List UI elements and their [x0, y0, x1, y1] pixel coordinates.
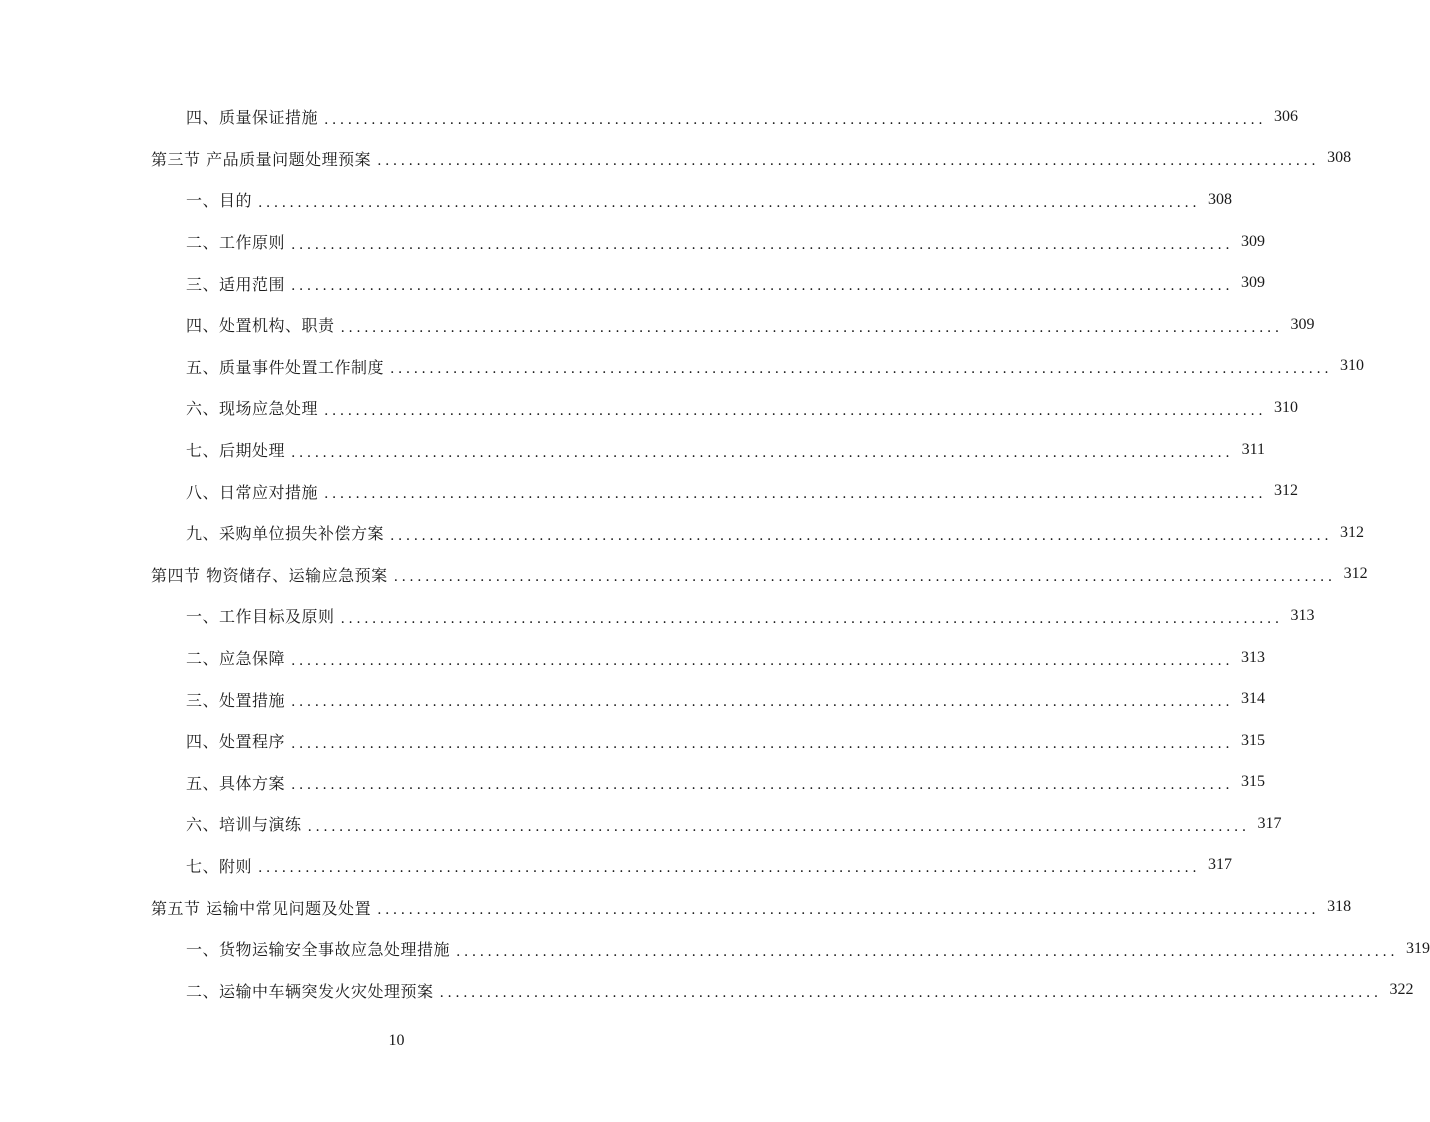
toc-entry-title: 六、现场应急处理 [186, 399, 319, 419]
toc-entry-title: 四、质量保证措施 [186, 108, 319, 128]
toc-entry [186, 688, 1266, 711]
toc-entry [186, 188, 1233, 211]
toc-entry [186, 604, 1315, 627]
toc-entry [186, 396, 1299, 419]
toc-entry-page: 317 [1208, 856, 1233, 874]
toc-entry [186, 355, 1365, 378]
toc-dot-leader: ........................................................................................................................ [291, 236, 1234, 253]
toc-entry [186, 480, 1299, 503]
toc-section-row [0, 138, 1352, 180]
toc-dot-leader: ........................................................................................................................ [258, 194, 1201, 211]
toc-entry [186, 521, 1365, 544]
toc-entry-page: 312 [1274, 482, 1299, 500]
toc-entry [186, 937, 1430, 960]
toc-entry-page: 309 [1241, 274, 1266, 292]
toc-dot-leader: ........................................................................................................................ [390, 361, 1333, 378]
toc-dot-leader: ........................................................................................................................ [377, 902, 1320, 919]
toc-entry [186, 729, 1266, 752]
toc-entry-page: 312 [1343, 565, 1368, 583]
toc-dot-leader: ........................................................................................................................ [340, 319, 1283, 336]
toc-entry [186, 230, 1266, 253]
toc-entry-page: 306 [1274, 107, 1299, 125]
toc-item-row [0, 969, 1414, 1011]
toc-dot-leader: ........................................................................................................................ [258, 860, 1201, 877]
toc-item-row [0, 512, 1365, 554]
toc-entry-page: 318 [1327, 898, 1352, 916]
toc-entry-title: 一、目的 [186, 191, 253, 211]
toc-item-row [0, 346, 1365, 388]
toc-entry-page: 319 [1406, 939, 1430, 957]
toc-entry-title: 第三节 产品质量问题处理预案 [151, 149, 372, 169]
toc-entry-page: 309 [1241, 232, 1266, 250]
toc-entry-page: 315 [1241, 773, 1266, 791]
toc-entry-page: 310 [1340, 357, 1365, 375]
toc-entry-page: 315 [1241, 731, 1266, 749]
toc-section-row [0, 886, 1352, 928]
toc-item-row [0, 928, 1430, 970]
toc-item-row [0, 678, 1266, 720]
toc-entry-title: 八、日常应对措施 [186, 482, 319, 502]
toc-item-row [0, 179, 1233, 221]
toc-entry-title: 五、质量事件处置工作制度 [186, 357, 385, 377]
toc-item-row [0, 221, 1266, 263]
toc-entry [186, 313, 1315, 336]
toc-entry [151, 896, 1352, 919]
toc-entry [151, 147, 1352, 170]
toc-item-row [0, 96, 1299, 138]
toc-entry-title: 五、具体方案 [186, 773, 286, 793]
toc-entry [186, 646, 1266, 669]
toc-entry [186, 812, 1282, 835]
toc-item-row [0, 762, 1266, 804]
toc-entry [186, 272, 1266, 295]
toc-entry-title: 三、处置措施 [186, 690, 286, 710]
toc-dot-leader: ........................................................................................................................ [390, 527, 1333, 544]
toc-item-row [0, 429, 1266, 471]
toc-entry-title: 第五节 运输中常见问题及处置 [151, 898, 372, 918]
toc-dot-leader: ........................................................................................................................ [439, 985, 1382, 1002]
toc-entry [186, 979, 1414, 1002]
toc-item-row [0, 637, 1266, 679]
toc-entry-page: 311 [1241, 440, 1266, 458]
toc-dot-leader: ........................................................................................................................ [340, 610, 1283, 627]
toc-dot-leader: ........................................................................................................................ [291, 735, 1234, 752]
toc-entry-title: 二、应急保障 [186, 649, 286, 669]
toc-entry-title: 七、附则 [186, 856, 253, 876]
toc-section-row [0, 554, 1368, 596]
toc-entry-title: 二、运输中车辆突发火灾处理预案 [186, 981, 434, 1001]
toc-entry-title: 六、培训与演练 [186, 815, 302, 835]
toc-entry-page: 308 [1208, 190, 1233, 208]
toc-entry-page: 317 [1257, 814, 1282, 832]
toc-dot-leader: ........................................................................................................................ [393, 569, 1336, 586]
toc-dot-leader: ........................................................................................................................ [377, 153, 1320, 170]
toc-entry [186, 105, 1299, 128]
toc-dot-leader: ........................................................................................................................ [291, 777, 1234, 794]
toc-dot-leader: ........................................................................................................................ [291, 444, 1234, 461]
table-of-contents [0, 96, 1430, 1011]
toc-item-row [0, 470, 1299, 512]
toc-entry-title: 一、货物运输安全事故应急处理措施 [186, 940, 451, 960]
toc-entry-page: 312 [1340, 523, 1365, 541]
toc-entry-title: 四、处置机构、职责 [186, 316, 335, 336]
toc-item-row [0, 720, 1266, 762]
toc-dot-leader: ........................................................................................................................ [291, 694, 1234, 711]
toc-entry-title: 二、工作原则 [186, 233, 286, 253]
toc-entry-title: 三、适用范围 [186, 274, 286, 294]
toc-item-row [0, 595, 1315, 637]
toc-entry [186, 854, 1233, 877]
toc-entry-title: 一、工作目标及原则 [186, 607, 335, 627]
toc-item-row [0, 304, 1315, 346]
toc-item-row [0, 262, 1266, 304]
toc-entry-page: 308 [1327, 149, 1352, 167]
toc-item-row [0, 387, 1299, 429]
toc-dot-leader: ........................................................................................................................ [324, 402, 1267, 419]
toc-item-row [0, 845, 1233, 887]
toc-entry-page: 313 [1241, 648, 1266, 666]
toc-entry-page: 310 [1274, 398, 1299, 416]
toc-item-row [0, 803, 1282, 845]
toc-dot-leader: ........................................................................................................................ [291, 652, 1234, 669]
toc-entry-title: 七、后期处理 [186, 441, 286, 461]
page-number: 10 [388, 1032, 405, 1049]
toc-entry-title: 四、处置程序 [186, 732, 286, 752]
toc-entry [151, 563, 1368, 586]
toc-entry-page: 309 [1290, 315, 1315, 333]
toc-entry [186, 771, 1266, 794]
toc-dot-leader: ........................................................................................................................ [324, 111, 1267, 128]
toc-dot-leader: ........................................................................................................................ [307, 818, 1250, 835]
toc-dot-leader: ........................................................................................................................ [291, 278, 1234, 295]
toc-entry-title: 九、采购单位损失补偿方案 [186, 524, 385, 544]
toc-entry-page: 314 [1241, 690, 1266, 708]
toc-entry-page: 322 [1389, 981, 1414, 999]
toc-dot-leader: ........................................................................................................................ [456, 943, 1399, 960]
toc-dot-leader: ........................................................................................................................ [324, 486, 1267, 503]
toc-entry [186, 438, 1266, 461]
toc-entry-page: 313 [1290, 606, 1315, 624]
toc-entry-title: 第四节 物资储存、运输应急预案 [151, 565, 388, 585]
